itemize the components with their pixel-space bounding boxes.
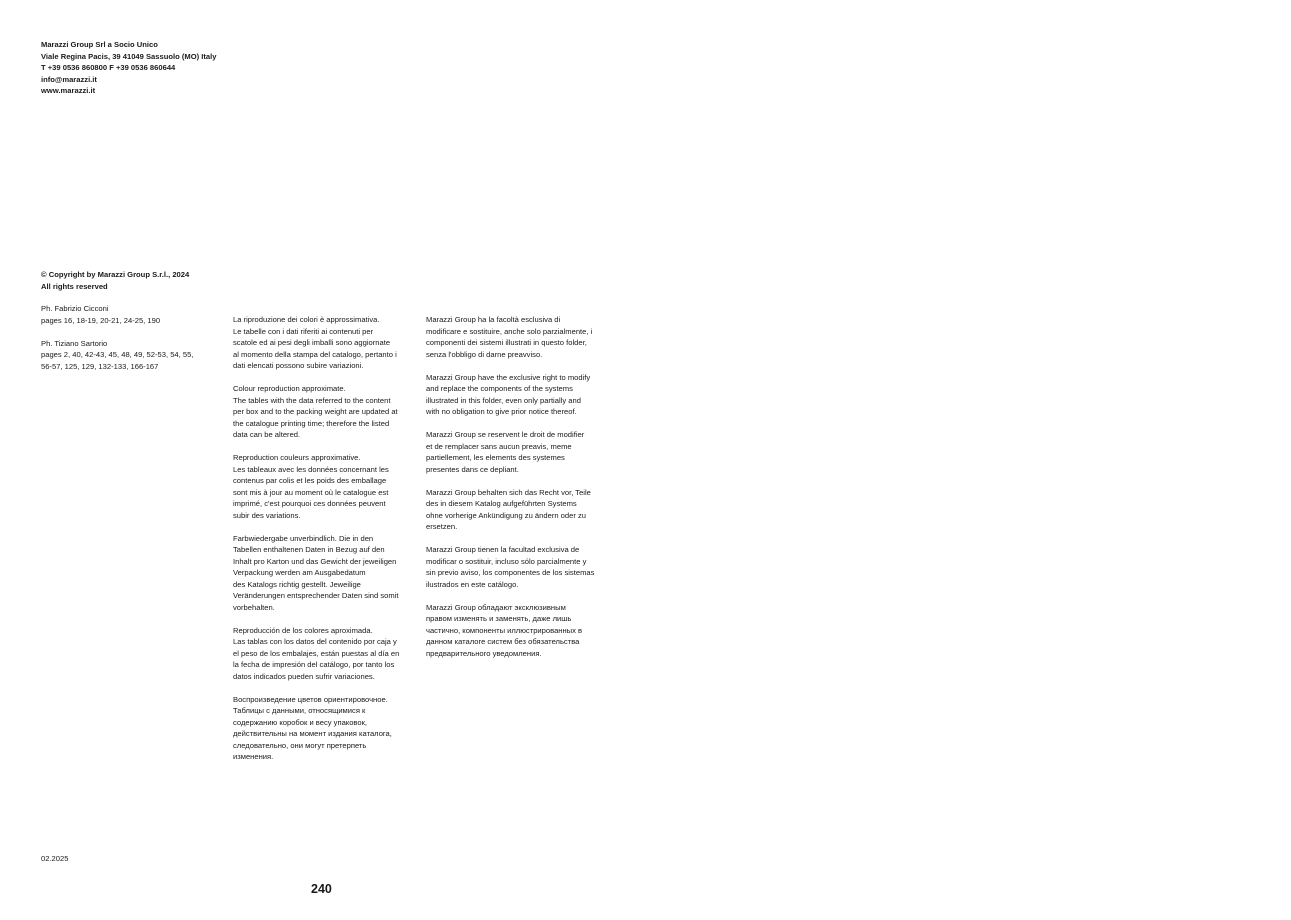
note-line: the catalogue printing time; therefore the listed <box>233 418 390 428</box>
note-line: Colour reproduction approximate. <box>233 384 346 393</box>
rights-note-de <box>426 487 611 533</box>
note-line: Tabellen enthaltenen Daten in Bezug auf den <box>233 545 385 554</box>
note-line: subir des variations. <box>233 510 301 520</box>
color-note-en <box>233 383 418 441</box>
note-line: Las tablas con los datos del contenido por caja y <box>233 637 397 646</box>
note-line: el peso de los embalajes, están puestas al día en <box>233 648 400 658</box>
note-line: частично, компоненты иллюстрированных в <box>426 625 583 635</box>
rights-notes-column <box>426 314 611 671</box>
page-number: 240 <box>311 882 332 896</box>
note-line: illustrated in this folder, even only partially and <box>426 395 581 405</box>
note-line: Воспроизведение цветов ориентировочное. <box>233 694 388 704</box>
note-line: dati elencati possono subire variazioni. <box>233 361 364 370</box>
note-line: senza l'obbligo di darne preavviso. <box>426 349 543 359</box>
company-name: Marazzi Group Srl a Socio Unico <box>41 40 158 49</box>
credit-photographer: Ph. Tiziano Sartorio <box>41 338 108 348</box>
note-line: Marazzi Group have the exclusive right to modify <box>426 372 591 382</box>
credit-cicconi <box>41 303 193 326</box>
note-line: данном каталоге систем без обязательства <box>426 637 580 646</box>
rights-note-ru <box>426 602 611 660</box>
note-line: Les tableaux avec les données concernant les <box>233 464 389 474</box>
note-line: imprimé, c'est pourquoi ces données peuvent <box>233 499 386 508</box>
note-line: des Katalogs richtig gestellt. Jeweilige <box>233 579 361 589</box>
note-line: Le tabelle con i dati riferiti ai contenuti per <box>233 326 374 336</box>
note-line: componenti dei sistemi illustrati in questo folder, <box>426 338 587 347</box>
note-line: ohne vorherige Ankündigung zu ändern oder zu <box>426 510 587 520</box>
note-line: Таблицы с данными, относящимися к <box>233 706 366 715</box>
rights-reserved-line: All rights reserved <box>41 281 108 291</box>
note-line: содержанию коробок и весу упаковок, <box>233 717 368 727</box>
credit-pages: pages 16, 18-19, 20-21, 24-25, 190 <box>41 315 161 325</box>
note-line: data can be altered. <box>233 430 301 439</box>
note-line: ersetzen. <box>426 522 458 531</box>
credit-photographer: Ph. Fabrizio Cicconi <box>41 304 109 313</box>
note-line: Marazzi Group behalten sich das Recht vor, Teile <box>426 487 591 497</box>
note-line: Farbwiedergabe unverbindlich. Die in den <box>233 533 374 543</box>
credit-pages: pages 2, 40, 42-43, 45, 48, 49, 52-53, 54, 55, <box>41 350 194 359</box>
color-note-it <box>233 314 418 372</box>
note-line: предварительного уведомления. <box>426 648 542 658</box>
note-line: contenus par colis et les poids des emballage <box>233 476 387 485</box>
color-note-es <box>233 625 418 683</box>
note-line: Marazzi Group ha la facoltà esclusiva di <box>426 315 561 324</box>
credit-sartorio <box>41 338 193 373</box>
color-note-de <box>233 533 418 614</box>
note-line: vorbehalten. <box>233 602 275 612</box>
note-line: Inhalt pro Karton und das Gewicht der jeweiligen <box>233 556 397 566</box>
edition-date: 02.2025 <box>41 854 69 863</box>
note-line: presentes dans ce depliant. <box>426 464 519 474</box>
company-street: Viale Regina Pacis, 39 41049 Sassuolo (MO) Italy <box>41 51 217 61</box>
copyright-line: © Copyright by Marazzi Group S.r.l., 2024 <box>41 270 190 279</box>
note-line: partiellement, les elements des systemes <box>426 453 565 462</box>
note-line: La riproduzione dei colori è approssimativa. <box>233 315 380 324</box>
rights-note-es <box>426 544 611 590</box>
color-notes-column <box>233 314 418 774</box>
note-line: and replace the components of the systems <box>426 384 573 393</box>
note-line: Reproduction couleurs approximative. <box>233 453 361 462</box>
company-email[interactable]: info@marazzi.it <box>41 74 97 84</box>
note-line: la fecha de impresión del catálogo, por tanto los <box>233 660 395 669</box>
note-line: ilustrados en este catálogo. <box>426 579 519 589</box>
photo-credits <box>41 303 193 384</box>
note-line: Verpackung werden am Ausgabedatum <box>233 568 366 577</box>
company-phone: T +39 0536 860800 F +39 0536 860644 <box>41 63 176 72</box>
copyright-notice <box>41 269 189 292</box>
color-note-fr <box>233 452 418 521</box>
note-line: sin previo aviso, los componentes de los sistemas <box>426 568 595 577</box>
note-line: The tables with the data referred to the content <box>233 395 391 405</box>
note-line: al momento della stampa del catalogo, pertanto i <box>233 349 397 359</box>
rights-note-fr <box>426 429 611 475</box>
note-line: datos indicados pueden sufrir variaciones. <box>233 671 375 681</box>
color-note-ru <box>233 694 418 763</box>
note-line: Marazzi Group se reservent le droit de modifier <box>426 430 585 439</box>
note-line: modificar o sostituir, incluso sólo parcialmente y <box>426 556 587 566</box>
note-line: et de remplacer sans aucun preavis, meme <box>426 441 572 451</box>
note-line: Marazzi Group tienen la facultad exclusiva de <box>426 545 580 554</box>
credit-pages: 56-57, 125, 129, 132-133, 166-167 <box>41 361 159 371</box>
note-line: modificare e sostituire, anche solo parzialmente, i <box>426 326 593 336</box>
note-line: правом изменять и заменять, даже лишь <box>426 614 572 623</box>
note-line: des in diesem Katalog aufgeführten Systems <box>426 499 577 508</box>
note-line: изменения. <box>233 752 274 761</box>
company-address <box>41 39 216 97</box>
note-line: scatole ed ai pesi degli imballi sono aggiornate <box>233 338 391 347</box>
note-line: sont mis à jour au moment où le catalogue est <box>233 487 389 497</box>
rights-note-en <box>426 372 611 418</box>
rights-note-it <box>426 314 611 360</box>
note-line: with no obligation to give prior notice thereof. <box>426 407 577 416</box>
note-line: Marazzi Group обладают эксклюзивным <box>426 602 566 612</box>
note-line: per box and to the packing weight are updated at <box>233 407 398 416</box>
note-line: Veränderungen entsprechender Daten sind somit <box>233 591 399 600</box>
note-line: действительны на момент издания каталога, <box>233 729 392 738</box>
note-line: Reproducción de los colores aproximada. <box>233 625 373 635</box>
company-website[interactable]: www.marazzi.it <box>41 86 96 95</box>
note-line: следовательно, они могут претерпеть <box>233 740 367 750</box>
